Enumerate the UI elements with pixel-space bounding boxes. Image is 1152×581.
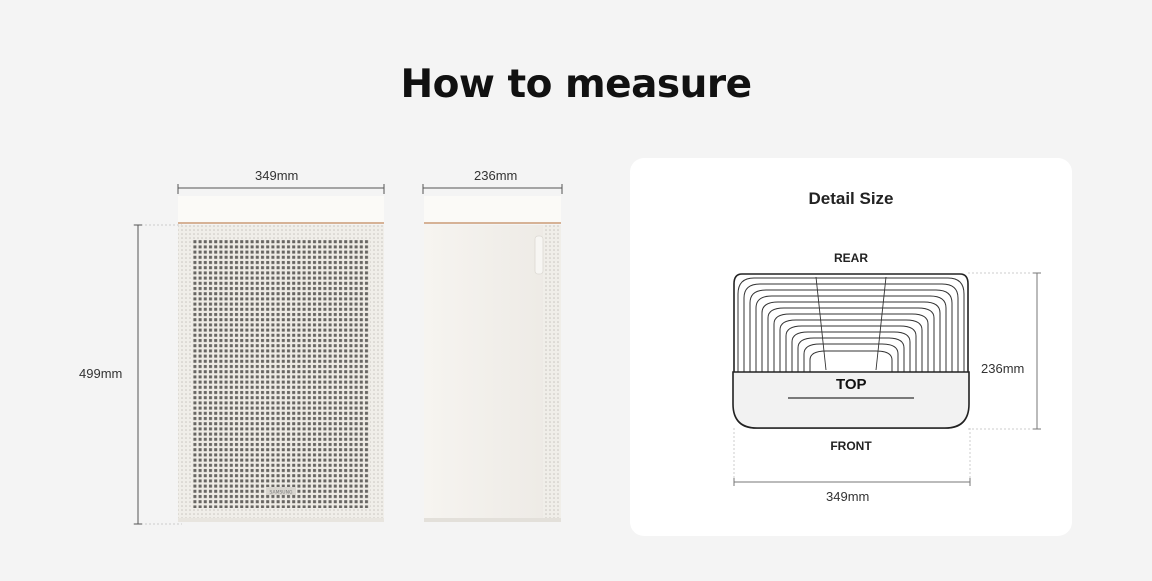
top-label: TOP	[836, 376, 867, 393]
side-depth-dimension	[423, 184, 562, 194]
front-width-dimension	[178, 184, 384, 194]
purifier-side-view	[424, 196, 561, 522]
purifier-front-view	[178, 196, 384, 522]
page-title: How to measure	[400, 62, 752, 107]
front-label: FRONT	[830, 439, 872, 453]
top-view-diagram	[630, 158, 1072, 536]
front-width-label: 349mm	[255, 168, 299, 183]
front-height-label: 499mm	[79, 366, 123, 381]
side-handle	[535, 236, 543, 274]
side-depth-label: 236mm	[474, 168, 518, 183]
detail-depth-label: 236mm	[981, 361, 1025, 376]
detail-width-label: 349mm	[826, 489, 870, 504]
detail-size-title: Detail Size	[808, 189, 894, 208]
brand-plate-text: SAMSUNG	[269, 490, 293, 496]
rear-label: REAR	[833, 251, 868, 265]
front-height-dimension	[133, 225, 182, 524]
detail-width-dimension	[734, 428, 970, 486]
detail-depth-dimension	[968, 273, 1041, 429]
detail-size-card	[630, 158, 1072, 536]
